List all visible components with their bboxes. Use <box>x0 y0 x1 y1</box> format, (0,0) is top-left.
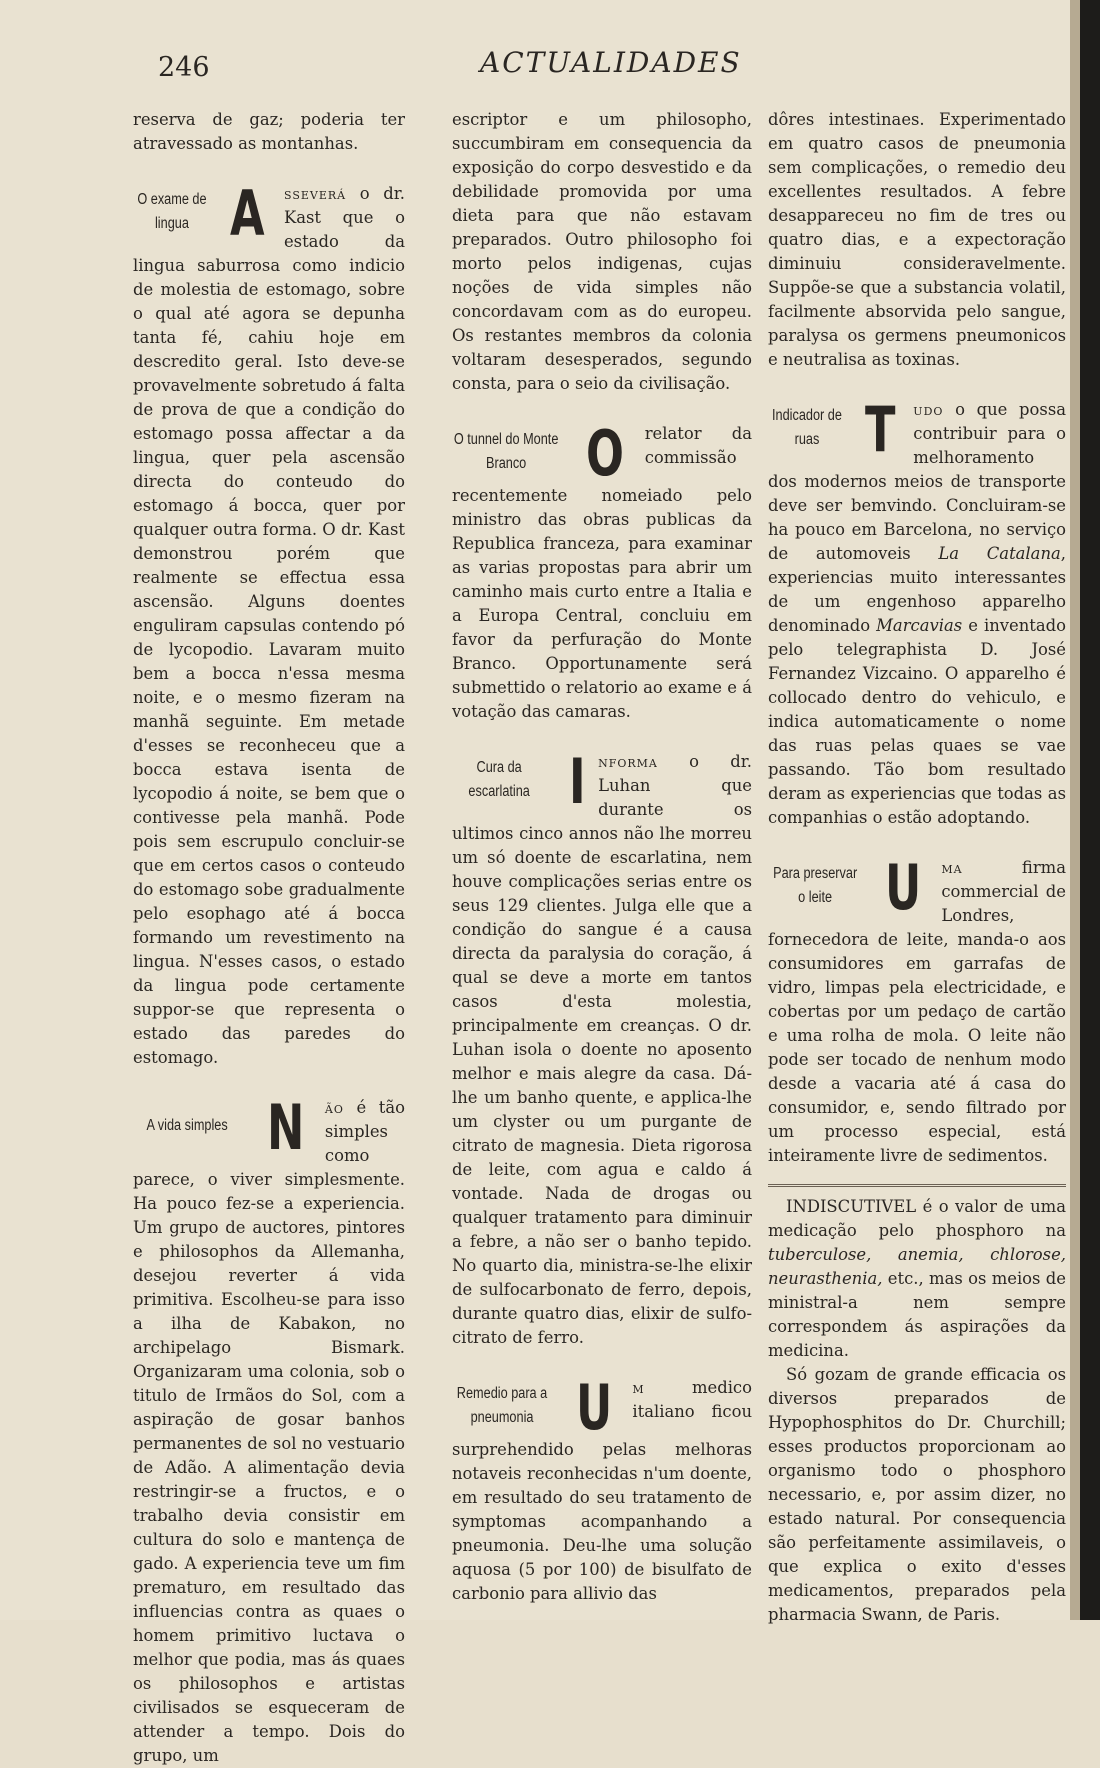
column-3 <box>768 108 1066 1627</box>
drop-cap: U <box>885 851 922 924</box>
article-vida-simples <box>133 1091 405 1768</box>
article-indicador-ruas <box>768 393 1066 830</box>
ad-diseases: tuberculose, anemia, chlorose, neurasthenia, <box>768 1245 1066 1288</box>
side-heading: O tunnel do Monte Branco <box>453 431 559 472</box>
lead-word: nforma <box>598 752 658 771</box>
drop-cap: I <box>569 745 586 818</box>
continued-text: escriptor e um philosopho, succumbiram em consequencia da exposição do corpo desvestido e da debilidade promovida por uma dieta para que não estavam preparados. Outro philosopho foi morto pelos indigenas, cujas noções de vida simples não concordavam com as do europeu. Os restantes membros da colonia voltaram desesperados, segundo consta, para o seio da civilisação. <box>452 110 752 393</box>
side-heading: O exame de lingua <box>137 191 207 232</box>
column-1 <box>133 108 405 1768</box>
page-edge-shadow <box>1070 0 1080 1620</box>
drop-cap: T <box>865 393 896 466</box>
lead-word: m <box>632 1378 645 1397</box>
device-name: Marcavias <box>876 616 963 635</box>
lead-word: udo <box>913 400 944 419</box>
side-heading: Para preservar o leite <box>773 865 858 906</box>
column-2 <box>452 108 752 1606</box>
article-body: m medico italiano ficou surprehendido pelas melhoras notaveis reconhecidas n'um doente, em resultado do seu tratamento de symptomas acompanhando a pneumonia. Deu-lhe uma solução aquosa (5 por 100) de bisulfato de carbonio para allivio das <box>452 1378 752 1603</box>
drop-cap: O <box>586 417 624 490</box>
drop-cap: N <box>267 1091 305 1164</box>
continued-text: reserva de gaz; poderia ter atravessado as montanhas. <box>133 110 405 153</box>
section-divider <box>768 1184 1066 1187</box>
article-body: udo o que possa contribuir para o melhoramento dos modernos meios de transporte deve ser bemvindo. Concluiram-se ha pouco em Barcelona, no serviço de automoveis La Catalana, experiencias muito interessantes de um engenhoso apparelho denominado Marcavias e inventado pelo telegraphista D. José Fernandez Vizcaino. O apparelho é collocado dentro do vehiculo, e indica automaticamente o nome das ruas pelas quaes se vae passando. Tão bom resultado deram as experiencias que todas as companhias o estão adoptando. <box>768 400 1066 827</box>
side-heading: Remedio para a pneumonia <box>456 1385 548 1426</box>
side-heading: A vida simples <box>146 1117 228 1134</box>
article-body: sseverá o dr. Kast que o estado da lingua saburrosa como indicio de molestia de estomago, sobre o qual até agora se depunha tanta fé, cahiu hoje em descredito geral. Isto deve-se provavelmente sobretudo á falta de prova de que a condição do estomago possa affectar a da lingua, quer pela ascensão directa do conteudo do estomago á bocca, quer por qualquer outra forma. O dr. Kast demonstrou porém que realmente se effectua essa ascensão. Alguns doentes enguliram capsulas contendo pó de lycopodio. Lavaram muito bem a bocca n'essa mesma noite, e o mesmo fizeram na manhã seguinte. Em metade d'esses se reconheceu que a bocca estava isenta de lycopodio á noite, se bem que o contivesse pela manhã. Pode pois sem escrupulo concluir-se que em certos casos o conteudo do estomago sobe gradualmente pelo esophago até á bocca formando um revestimento na lingua. N'esses casos, o estado da lingua pode certamente suppor-se que representa o estado das paredes do estomago. <box>133 184 405 1067</box>
side-heading: Cura da escarlatina <box>468 759 530 800</box>
drop-cap: U <box>576 1371 613 1444</box>
advertisement-hypophosphitos <box>768 1195 1066 1627</box>
article-body: nforma o dr. Luhan que durante os ultimos cinco annos não lhe morreu um só doente de escarlatina, nem houve complicações serias entre os seus 129 clientes. Julga elle que a condição do sangue é a causa directa da paralysia do coração, á qual se deve a morte em tantos casos d'esta molestia, principalmente em creanças. O dr. Luhan isola o doente no aposento melhor e mais alegre da casa. Dá-lhe um banho quente, e applica-lhe um clyster ou um purgante de citrato de magnesia. Dieta rigorosa de leite, com agua e caldo á vontade. Nada de drogas ou qualquer tratamento para diminuir a febre, a não ser o banho tepido. No quarto dia, ministra-se-lhe elixir de sulfocarbonato de ferro, depois, durante quatro dias, elixir de sulfo-citrato de ferro. <box>452 752 752 1347</box>
ad-paragraph: INDISCUTIVEL é o valor de uma medicação pelo phosphoro na tuberculose, anemia, chlorose, neurasthenia, etc., mas os meios de ministral-a nem sempre correspondem ás aspirações da medicina. <box>768 1197 1066 1360</box>
article-body: relator da commissão recentemente nomeiado pelo ministro das obras publicas da Republica franceza, para examinar as varias propostas para abrir um caminho mais curto entre a Italia e a Europa Central, concluiu em favor da perfuração do Monte Branco. Opportunamente será submettido o relatorio ao exame e á votação das camaras. <box>452 424 752 721</box>
company-name: La Catalana <box>938 544 1061 563</box>
article-body: ma firma commercial de Londres, fornecedora de leite, manda-o aos consumidores em garrafas de vidro, limpas pela electricidade, e cobertas por um pedaço de cartão e uma rolha de mola. O leite não pode ser tocado de nenhum modo desde a vacaria até á casa do consumidor, e, sendo filtrado por um processo especial, está inteiramente livre de sedimentos. <box>768 858 1066 1165</box>
drop-cap: A <box>230 177 265 250</box>
page-number: 246 <box>158 52 210 83</box>
lead-word: ma <box>941 858 963 877</box>
article-body: ão é tão simples como parece, o viver simplesmente. Ha pouco fez-se a experiencia. Um grupo de auctores, pintores e philosophos da Allemanha, desejou reverter á vida primitiva. Escolheu-se para isso a ilha de Kabakon, no archipelago Bismark. Organizaram uma colonia, sob o titulo de Irmãos do Sol, com a aspiração de gosar banhos permanentes de sol no vestuario de Adão. A alimentação devia restringir-se a fructos, e o trabalho devia consistir em cultura do solo e mantença de gado. A experiencia teve um fim prematuro, em resultado das influencias contra as quaes o homem primitivo luctava o melhor que podia, mas ás quaes os philosophos e artistas civilisados se esqueceram de attender a tempo. Dois do grupo, um <box>133 1098 405 1765</box>
article-preservar-leite <box>768 851 1066 1168</box>
side-heading: Indicador de ruas <box>771 407 842 448</box>
article-exame-lingua <box>133 177 405 1070</box>
ad-paragraph: Só gozam de grande efficacia os diversos preparados de Hypophosphitos do Dr. Churchill; esses productos proporcionam ao organismo todo o phosphoro necessario, e, por assim dizer, no estado natural. Por consequencia são perfeitamente assimilaveis, o que explica o exito d'esses medicamentos, preparados pela pharmacia Swann, de Paris. <box>768 1365 1066 1624</box>
article-remedio-pneumonia <box>452 1371 752 1606</box>
article-cura-escarlatina <box>452 745 752 1350</box>
lead-word: ão <box>324 1098 344 1117</box>
lead-word: sseverá <box>283 184 347 203</box>
page-binding-edge <box>1080 0 1100 1620</box>
running-title: ACTUALIDADES <box>480 46 742 79</box>
article-tunnel-monte-branco <box>452 417 752 724</box>
continued-text: dôres intestinaes. Experimentado em quatro casos de pneumonia sem complicações, o remedio deu excellentes resultados. A febre desappareceu no fim de tres ou quatro dias, e a expectoração diminuiu consideravelmente. Suppõe-se que a substancia volatil, facilmente absorvida pelo sangue, paralysa os germens pneumonicos e neutralisa as toxinas. <box>768 110 1066 369</box>
